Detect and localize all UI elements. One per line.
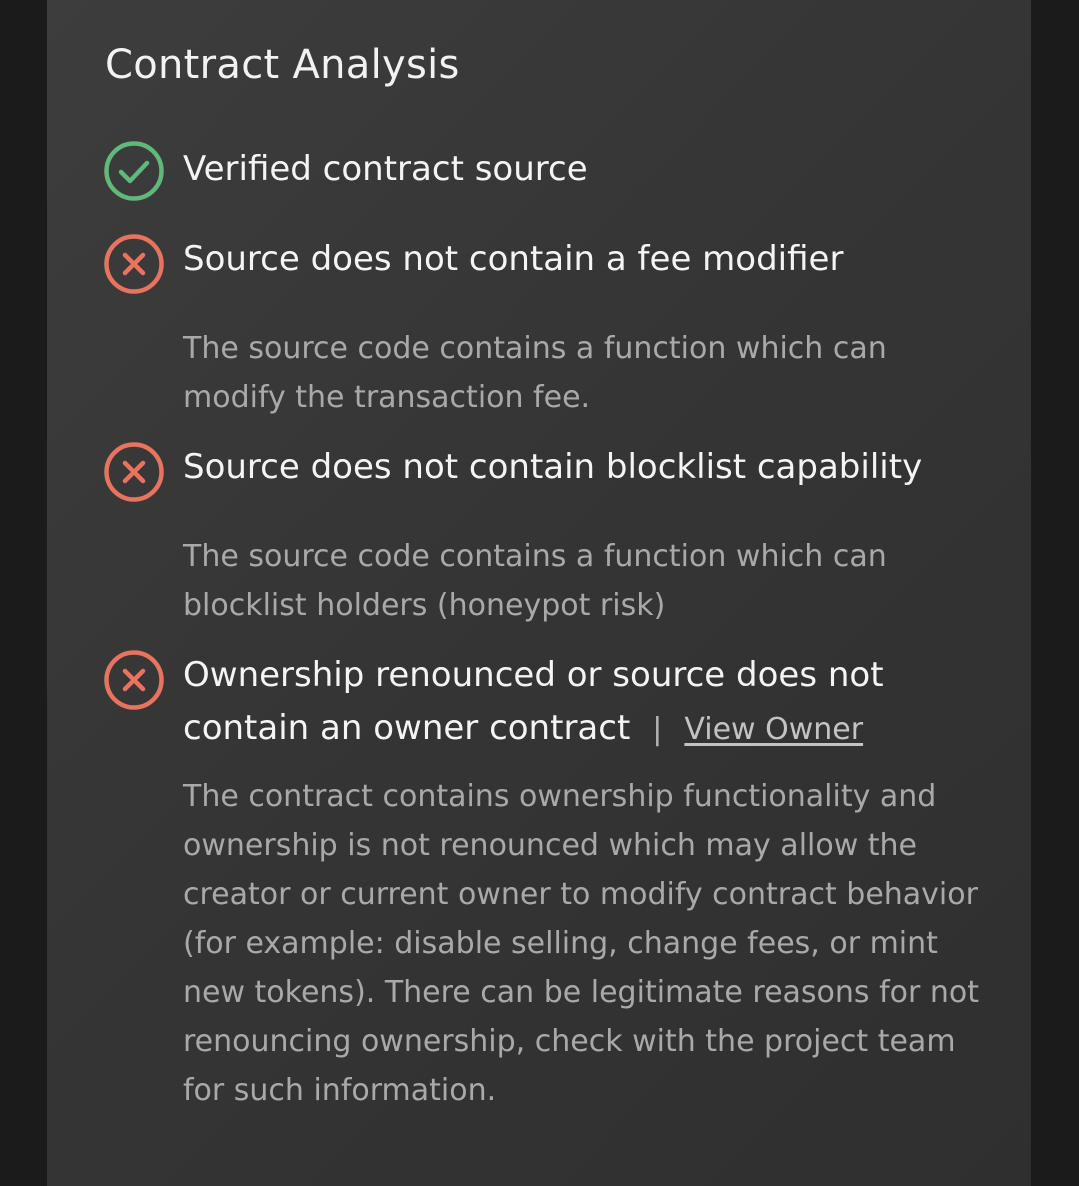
card-title: Contract Analysis (105, 42, 460, 88)
check-description: The source code contains a function which can blocklist holders (honeypot risk) (183, 539, 887, 623)
check-title-wrapper (183, 649, 993, 756)
x-circle-icon (103, 649, 165, 711)
x-circle-icon (103, 441, 165, 503)
x-circle-icon (103, 233, 165, 295)
check-item-blocklist (103, 441, 1003, 631)
check-circle-icon (103, 140, 165, 202)
check-title: Source does not contain a fee modifier (183, 239, 844, 279)
check-item-verified-source (103, 140, 1003, 202)
title-separator: | (652, 712, 663, 747)
view-owner-link[interactable]: View Owner (684, 712, 864, 747)
check-title: Ownership renounced or source does not contain an owner contract (183, 655, 884, 748)
check-description: The contract contains ownership functionality and ownership is not renounced which may allow the creator or current owner to modify contract behavior (for example: disable selling, change fees, or mint new tokens). There can be legitimate reasons for not renouncing ownership, check with the project team for such information. (183, 779, 979, 1108)
check-title: Verified contract source (183, 149, 588, 189)
check-title: Source does not contain blocklist capability (183, 447, 923, 487)
check-item-ownership (103, 649, 1003, 1119)
check-description: The source code contains a function which can modify the transaction fee. (183, 331, 887, 415)
contract-analysis-card (47, 0, 1031, 1186)
check-item-fee-modifier (103, 233, 1003, 423)
